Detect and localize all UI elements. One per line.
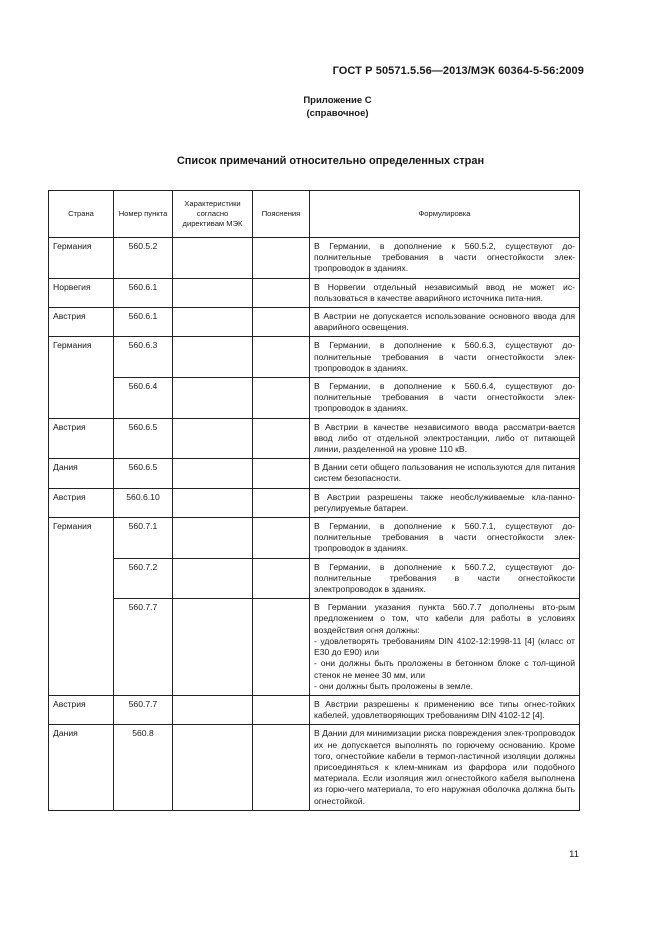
country-cell: Дания <box>49 725 114 810</box>
table-row <box>49 378 580 419</box>
explanations-cell <box>253 308 310 337</box>
clause-cell: 560.6.5 <box>114 418 173 459</box>
clause-cell: 560.6.4 <box>114 378 173 419</box>
country-cell: Германия <box>49 518 114 696</box>
characteristics-cell <box>173 599 253 696</box>
characteristics-cell <box>173 695 253 724</box>
country-cell: Германия <box>49 238 114 279</box>
characteristics-cell <box>173 308 253 337</box>
page-number: 11 <box>569 849 579 860</box>
characteristics-cell <box>173 725 253 810</box>
clause-cell: 560.7.2 <box>114 558 173 599</box>
wording-cell: В Германии, в дополнение к 560.6.4, существуют до-полнительные требования в части огнестойкости элек-тропроводок в зданиях. <box>310 378 580 419</box>
characteristics-cell <box>173 238 253 279</box>
table-row <box>49 337 580 378</box>
country-cell: Австрия <box>49 418 114 459</box>
explanations-cell <box>253 238 310 279</box>
wording-cell: В Германии указания пункта 560.7.7 дополнены вто-рым предложением о том, что кабели для работы в условиях воздействия огня должны: - удовлетворять требованиям DIN 4102-12:1998-11 [4] (класс от Е30 до Е90) или - они должны быть проложены в бетонном блоке с тол-щиной стенок не менее 30 мм, или - они должны быть проложены в земле. <box>310 599 580 696</box>
characteristics-cell <box>173 558 253 599</box>
annex-subtitle: (справочное) <box>306 108 369 119</box>
table-row <box>49 278 580 307</box>
wording-cell: В Дании сети общего пользования не используются для питания систем безопасности. <box>310 459 580 488</box>
explanations-cell <box>253 378 310 419</box>
table-body <box>49 238 580 811</box>
country-cell: Германия <box>49 337 114 418</box>
table-title: Список примечаний относительно определенных стран <box>176 155 485 167</box>
explanations-cell <box>253 725 310 810</box>
table-row <box>49 725 580 810</box>
country-cell: Норвегия <box>49 278 114 307</box>
characteristics-cell <box>173 488 253 517</box>
characteristics-cell <box>173 459 253 488</box>
clause-cell: 560.7.1 <box>114 518 173 559</box>
characteristics-cell <box>173 378 253 419</box>
wording-cell: В Дании для минимизации риска повреждения элек-тропроводок их не допускается выполнять по горючему основанию. Кроме того, огнестойкие кабели в термоп-ластичной изоляции должны присоединяться к клем-мникам из фарфора или подобного материала. Если изоляция жил огнестойкого кабеля выполнена из горю-чего материала, то его наружная оболочка должна быть огнестойкой. <box>310 725 580 810</box>
clause-cell: 560.7.7 <box>114 695 173 724</box>
explanations-cell <box>253 599 310 696</box>
table-row <box>49 418 580 459</box>
header-wording: Формулировка <box>310 191 580 238</box>
clause-cell: 560.6.1 <box>114 278 173 307</box>
table-row <box>49 599 580 696</box>
table-row <box>49 488 580 517</box>
country-notes-table <box>48 190 580 811</box>
table-header-row <box>49 191 580 238</box>
clause-cell: 560.6.3 <box>114 337 173 378</box>
wording-cell: В Германии, в дополнение к 560.6.3, существуют до-полнительные требования в части огнестойкости элек-тропроводок в зданиях. <box>310 337 580 378</box>
wording-cell: В Германии, в дополнение к 560.5.2, существуют до-полнительные требования в части огнестойкости элек-тропроводок в зданиях. <box>310 238 580 279</box>
wording-cell: В Германии, в дополнение к 560.7.1, существуют до-полнительные требования в части огнестойкости элек-тропроводок в зданиях. <box>310 518 580 559</box>
country-cell: Дания <box>49 459 114 488</box>
explanations-cell <box>253 337 310 378</box>
country-cell: Австрия <box>49 695 114 724</box>
document-header: ГОСТ Р 50571.5.56—2013/МЭК 60364-5-56:2009 <box>332 65 584 77</box>
table-row <box>49 308 580 337</box>
header-country: Страна <box>49 191 114 238</box>
table-row <box>49 518 580 559</box>
characteristics-cell <box>173 278 253 307</box>
explanations-cell <box>253 558 310 599</box>
explanations-cell <box>253 278 310 307</box>
table-row <box>49 695 580 724</box>
wording-cell: В Австрии разрешены к применению все типы огнес-тойких кабелей, удовлетворяющих требованиям DIN 4102-12 [4]. <box>310 695 580 724</box>
wording-cell: В Австрии не допускается использование основного ввода для аварийного освещения. <box>310 308 580 337</box>
table-row <box>49 238 580 279</box>
characteristics-cell <box>173 518 253 559</box>
header-characteristics: Характеристики согласно директивам МЭК <box>173 191 253 238</box>
country-cell: Австрия <box>49 308 114 337</box>
table-row <box>49 558 580 599</box>
wording-cell: В Австрии разрешены также необслуживаемые кла-панно-регулируемые батареи. <box>310 488 580 517</box>
clause-cell: 560.7.7 <box>114 599 173 696</box>
explanations-cell <box>253 418 310 459</box>
explanations-cell <box>253 695 310 724</box>
clause-cell: 560.6.10 <box>114 488 173 517</box>
table-row <box>49 459 580 488</box>
explanations-cell <box>253 459 310 488</box>
wording-cell: В Австрии в качестве независимого ввода рассматри-вается ввод либо от отдельной электростанции, либо от питающей линии, разделенной на уровне 110 кВ. <box>310 418 580 459</box>
wording-cell: В Германии, в дополнение к 560.7.2, существуют до-полнительные требования в части огнестойкости электропроводок в зданиях. <box>310 558 580 599</box>
clause-cell: 560.5.2 <box>114 238 173 279</box>
explanations-cell <box>253 488 310 517</box>
annex-title: Приложение С <box>303 95 372 106</box>
country-cell: Австрия <box>49 488 114 517</box>
characteristics-cell <box>173 418 253 459</box>
clause-cell: 560.6.5 <box>114 459 173 488</box>
characteristics-cell <box>173 337 253 378</box>
header-explanations: Пояснения <box>253 191 310 238</box>
header-clause: Номер пункта <box>114 191 173 238</box>
clause-cell: 560.8 <box>114 725 173 810</box>
clause-cell: 560.6.1 <box>114 308 173 337</box>
explanations-cell <box>253 518 310 559</box>
wording-cell: В Норвегии отдельный независимый ввод не может ис-пользоваться в качестве аварийного источника пита-ния. <box>310 278 580 307</box>
